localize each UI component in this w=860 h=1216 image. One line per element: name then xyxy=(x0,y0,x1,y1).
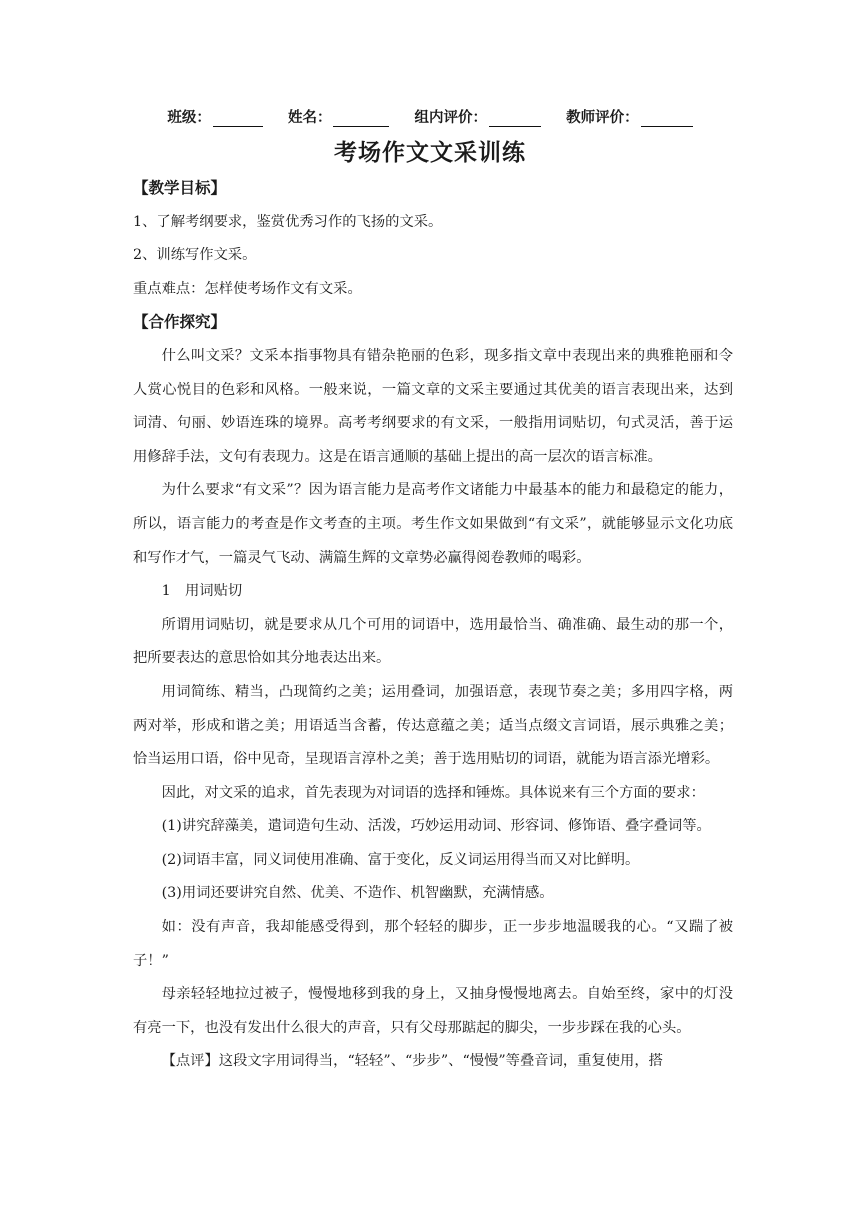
paragraph: 什么叫文采？文采本指事物具有错杂艳丽的色彩，现多指文章中表现出来的典雅艳丽和令人赏心悦目的色彩和风格。一般来说，一篇文章的文采主要通过其优美的语言表现出来，达到词清、句丽、妙语连珠的境界。高考考纲要求的有文采，一般指用词贴切，句式灵活，善于运用修辞手法，文句有表现力。这是在语言通顺的基础上提出的高一层次的语言标准。 xyxy=(133,347,733,465)
document-body xyxy=(133,172,733,1079)
section-heading-goals: 【教学目标】 xyxy=(133,179,227,197)
requirement-item: (1)讲究辞藻美，遣词造句生动、活泼，巧妙运用动词、形容词、修饰语、叠字叠词等。 xyxy=(161,818,711,835)
paragraph: 为什么要求“有文采”？因为语言能力是高考作文诸能力中最基本的能力和最稳定的能力，所以，语言能力的考查是作文考查的主项。考生作文如果做到“有文采”，就能够显示文化功底和写作才气，一篇灵气飞动、满篇生辉的文章势必赢得阅卷教师的喝彩。 xyxy=(133,482,733,566)
group-eval-field xyxy=(415,106,542,127)
group-eval-label: 组内评价： xyxy=(414,110,488,126)
evaluation-header xyxy=(0,106,860,127)
teacher-eval-blank xyxy=(641,112,693,127)
section-heading-explore: 【合作探究】 xyxy=(133,313,227,332)
requirement-item: (3)用词还要讲究自然、优美、不造作、机智幽默，充满情感。 xyxy=(161,885,554,902)
requirement-item: (2)词语丰富，同义词使用准确、富于变化，反义词运用得当而又对比鲜明。 xyxy=(161,851,640,868)
name-blank xyxy=(333,112,389,127)
goal-item: 2、训练写作文采。 xyxy=(133,247,257,264)
class-blank xyxy=(213,112,263,127)
example-paragraph: 如：没有声音，我却能感受得到，那个轻轻的脚步，正一步步地温暖我的心。“又踹了被子！” xyxy=(133,919,733,969)
class-field xyxy=(167,106,263,127)
key-difficulty: 重点难点：怎样使考场作文有文采。 xyxy=(133,280,362,297)
goal-item: 1、了解考纲要求，鉴赏优秀习作的飞扬的文采。 xyxy=(133,213,443,230)
paragraph: 所谓用词贴切，就是要求从几个可用的词语中，选用最恰当、确准确、最生动的那一个，把所要表达的意思恰如其分地表达出来。 xyxy=(133,616,733,667)
class-label: 班级： xyxy=(167,110,211,126)
paragraph: 用词简练、精当，凸现简约之美；运用叠词，加强语意，表现节奏之美；多用四字格，两两对举，形成和谐之美；用语适当含蓄，传达意蕴之美；适当点缀文言词语，展示典雅之美；恰当运用口语，俗中见奇，呈现语言淳朴之美；善于选用贴切的词语，就能为语言添光增彩。 xyxy=(133,683,733,768)
paragraph: 因此，对文采的追求，首先表现为对词语的选择和锤炼。具体说来有三个方面的要求： xyxy=(161,784,705,801)
document-title: 考场作文文采训练 xyxy=(334,140,526,166)
group-eval-blank xyxy=(489,112,541,127)
teacher-eval-label: 教师评价： xyxy=(566,110,639,126)
subheading-word-choice: 1 用词贴切 xyxy=(161,583,243,600)
example-paragraph: 母亲轻轻地拉过被子，慢慢地移到我的身上，又抽身慢慢地离去。自始至终，家中的灯没有亮一下，也没有发出什么很大的声音，只有父母那踮起的脚尖，一步步踩在我的心头。 xyxy=(133,986,733,1036)
name-label: 姓名： xyxy=(287,110,332,126)
name-field xyxy=(288,106,390,127)
teacher-eval-field xyxy=(566,106,693,127)
comment-paragraph: 【点评】这段文字用词得当，“轻轻”、“步步”、“慢慢”等叠音词，重复使用，搭 xyxy=(161,1053,663,1070)
